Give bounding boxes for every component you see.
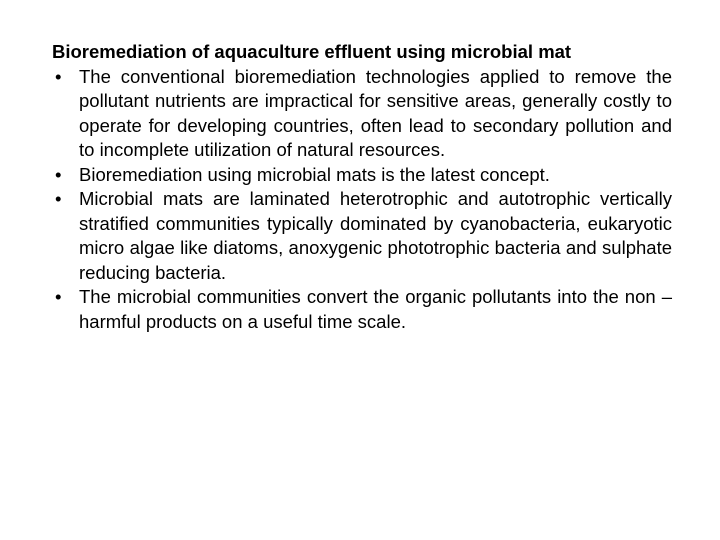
- bullet-text: Microbial mats are laminated heterotrophic and autotrophic vertically stratified communities typically dominated by cyanobacteria, eukaryotic micro algae like diatoms, anoxygenic phototrophic bacteria and sulphate reducing bacteria.: [79, 188, 672, 283]
- bullet-marker: •: [55, 286, 62, 307]
- bullet-list: [52, 65, 672, 335]
- bullet-item: [52, 163, 672, 188]
- slide-content: [52, 40, 672, 334]
- bullet-marker: •: [55, 188, 62, 209]
- slide-title: Bioremediation of aquaculture effluent using microbial mat: [52, 41, 572, 62]
- bullet-marker: •: [55, 163, 62, 185]
- bullet-text: The microbial communities convert the organic pollutants into the non – harmful products on a useful time scale.: [79, 286, 672, 332]
- bullet-item: [52, 187, 672, 285]
- bullet-text: The conventional bioremediation technologies applied to remove the pollutant nutrients are impractical for sensitive areas, generally costly to operate for developing countries, often lead to secondary pollution and to incomplete utilization of natural resources.: [79, 65, 672, 160]
- bullet-text: Bioremediation using microbial mats is the latest concept.: [79, 163, 550, 185]
- bullet-item: [52, 65, 672, 163]
- bullet-marker: •: [55, 65, 62, 87]
- bullet-item: [52, 285, 672, 334]
